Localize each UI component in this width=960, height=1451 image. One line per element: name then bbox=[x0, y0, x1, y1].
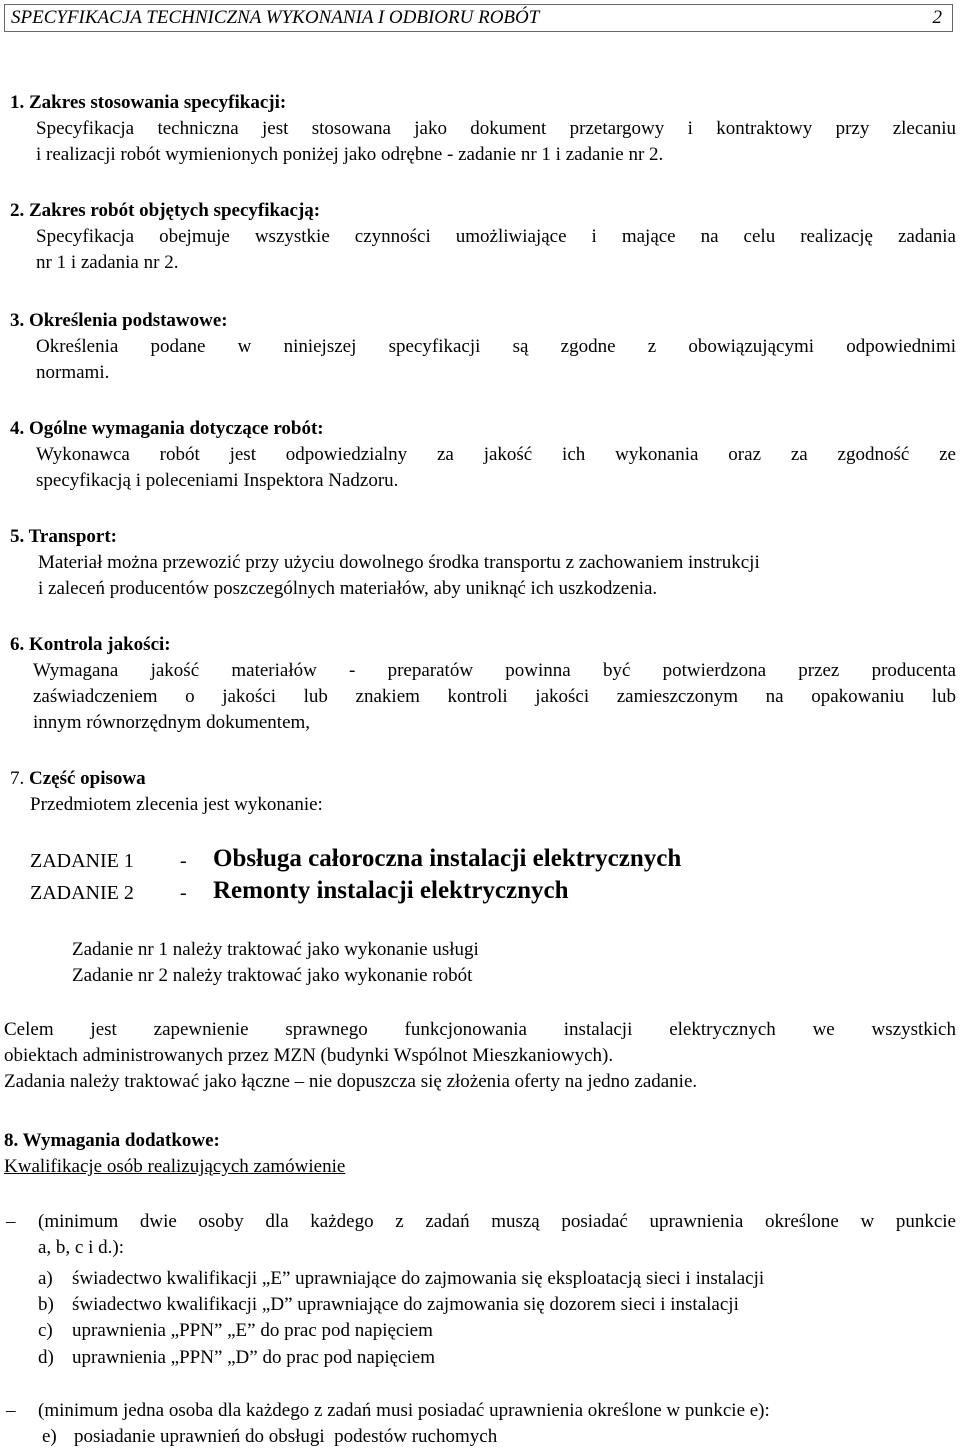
section-4 bbox=[10, 416, 956, 494]
list-letter: c) bbox=[38, 1320, 53, 1341]
section-heading: 4. Ogólne wymagania dotyczące robót: bbox=[10, 418, 324, 439]
paragraph-line: Specyfikacja techniczna jest stosowana jako dokument przetargowy i kontraktowy przy zlecaniu bbox=[36, 118, 956, 139]
section-6 bbox=[10, 632, 956, 736]
list-text: uprawnienia „PPN” „E” do prac pod napięciem bbox=[72, 1320, 433, 1341]
section-5 bbox=[10, 524, 956, 602]
paragraph-line: (minimum dwie osoby dla każdego z zadań muszą posiadać uprawnienia określone w punkcie bbox=[38, 1211, 956, 1232]
paragraph-line: Wykonawca robót jest odpowiedzialny za jakość ich wykonania oraz za zgodność ze bbox=[36, 444, 956, 465]
section-title: Część opisowa bbox=[29, 768, 146, 789]
paragraph-line: Wymagana jakość materiałów - preparatów powinna być potwierdzona przez producenta bbox=[33, 660, 956, 681]
section-heading: 3. Określenia podstawowe: bbox=[10, 310, 228, 331]
dash-bullet: – bbox=[6, 1400, 16, 1421]
paragraph-line: nr 1 i zadania nr 2. bbox=[36, 252, 179, 273]
dash-bullet: – bbox=[6, 1211, 16, 1232]
list-item bbox=[38, 1345, 435, 1371]
intro-line: Przedmiotem zlecenia jest wykonanie: bbox=[30, 794, 323, 815]
section-3 bbox=[10, 308, 956, 386]
section-number: 7. bbox=[10, 768, 25, 789]
page-header bbox=[4, 4, 953, 32]
list-item bbox=[38, 1318, 433, 1344]
section-1 bbox=[10, 90, 956, 168]
task-dash: - bbox=[180, 882, 187, 904]
section-heading bbox=[10, 766, 956, 792]
paragraph-line: Określenia podane w niniejszej specyfikacji są zgodne z obowiązującymi odpowiednimi bbox=[36, 336, 956, 357]
requirement-group-2 bbox=[0, 1398, 960, 1424]
paragraph-line: i zaleceń producentów poszczególnych materiałów, aby uniknąć ich uszkodzenia. bbox=[38, 578, 658, 599]
paragraph-line: specyfikacją i poleceniami Inspektora Nadzoru. bbox=[36, 470, 399, 491]
paragraph-line: normami. bbox=[36, 362, 110, 383]
requirement-text bbox=[38, 1398, 956, 1424]
list-letter: a) bbox=[38, 1268, 53, 1289]
section-8 bbox=[4, 1128, 956, 1180]
list-item bbox=[38, 1292, 739, 1318]
list-letter: e) bbox=[42, 1426, 57, 1447]
section-heading: 8. Wymagania dodatkowe: bbox=[4, 1130, 220, 1151]
paragraph-line: Specyfikacja obejmuje wszystkie czynności umożliwiające i mające na celu realizację zadania bbox=[36, 226, 956, 247]
section-heading: 5. Transport: bbox=[10, 526, 117, 547]
section-7 bbox=[10, 766, 956, 818]
document-title: SPECYFIKACJA TECHNICZNA WYKONANIA I ODBIORU ROBÓT bbox=[11, 7, 540, 28]
list-item bbox=[42, 1424, 497, 1450]
list-text: świadectwo kwalifikacji „E” uprawniające do zajmowania się eksploatacją sieci i instalacji bbox=[72, 1268, 765, 1289]
task-note: Zadanie nr 2 należy traktować jako wykonanie robót bbox=[72, 965, 473, 986]
paragraph-line: innym równorzędnym dokumentem, bbox=[33, 712, 311, 733]
task-notes bbox=[72, 937, 952, 989]
section-heading: 1. Zakres stosowania specyfikacji: bbox=[10, 92, 287, 113]
requirement-text bbox=[38, 1209, 956, 1261]
task-title: Obsługa całoroczna instalacji elektrycznych bbox=[213, 845, 682, 872]
task-dash: - bbox=[180, 850, 187, 872]
list-item bbox=[38, 1266, 764, 1292]
paragraph-line: Materiał można przewozić przy użyciu dowolnego środka transportu z zachowaniem instrukcji bbox=[38, 552, 760, 573]
list-letter: b) bbox=[38, 1294, 54, 1315]
task-row-1 bbox=[0, 846, 960, 878]
list-text: posiadanie uprawnień do obsługi podestów ruchomych bbox=[74, 1426, 498, 1447]
paragraph-line: (minimum jedna osoba dla każdego z zadań musi posiadać uprawnienia określone w punkcie e): bbox=[38, 1400, 770, 1421]
requirement-group-1 bbox=[0, 1209, 960, 1261]
section-subheading: Kwalifikacje osób realizujących zamówienie bbox=[4, 1156, 346, 1177]
task-title: Remonty instalacji elektrycznych bbox=[213, 877, 569, 904]
paragraph-line: Zadania należy traktować jako łączne – nie dopuszcza się złożenia oferty na jedno zadanie. bbox=[4, 1071, 698, 1092]
paragraph-line: obiektach administrowanych przez MZN (budynki Wspólnot Mieszkaniowych). bbox=[4, 1045, 614, 1066]
task-row-2 bbox=[0, 878, 960, 910]
list-letter: d) bbox=[38, 1347, 54, 1368]
task-code: ZADANIE 2 bbox=[30, 882, 134, 904]
paragraph-line: a, b, c i d.): bbox=[38, 1237, 125, 1258]
page-number: 2 bbox=[932, 7, 942, 28]
paragraph-line: Celem jest zapewnienie sprawnego funkcjonowania instalacji elektrycznych we wszystkich bbox=[4, 1019, 956, 1040]
list-text: świadectwo kwalifikacji „D” uprawniające do zajmowania się dozorem sieci i instalacji bbox=[72, 1294, 739, 1315]
list-text: uprawnienia „PPN” „D” do prac pod napięciem bbox=[72, 1347, 435, 1368]
section-heading: 6. Kontrola jakości: bbox=[10, 634, 171, 655]
task-code: ZADANIE 1 bbox=[30, 850, 134, 872]
paragraph-line: zaświadczeniem o jakości lub znakiem kontroli jakości zamieszczonym na opakowaniu lub bbox=[33, 686, 956, 707]
section-2 bbox=[10, 198, 956, 276]
paragraph-line: i realizacji robót wymienionych poniżej jako odrębne - zadanie nr 1 i zadanie nr 2. bbox=[36, 144, 664, 165]
section-7-paragraph bbox=[4, 1017, 956, 1095]
task-note: Zadanie nr 1 należy traktować jako wykonanie usługi bbox=[72, 939, 479, 960]
section-heading: 2. Zakres robót objętych specyfikacją: bbox=[10, 200, 321, 221]
